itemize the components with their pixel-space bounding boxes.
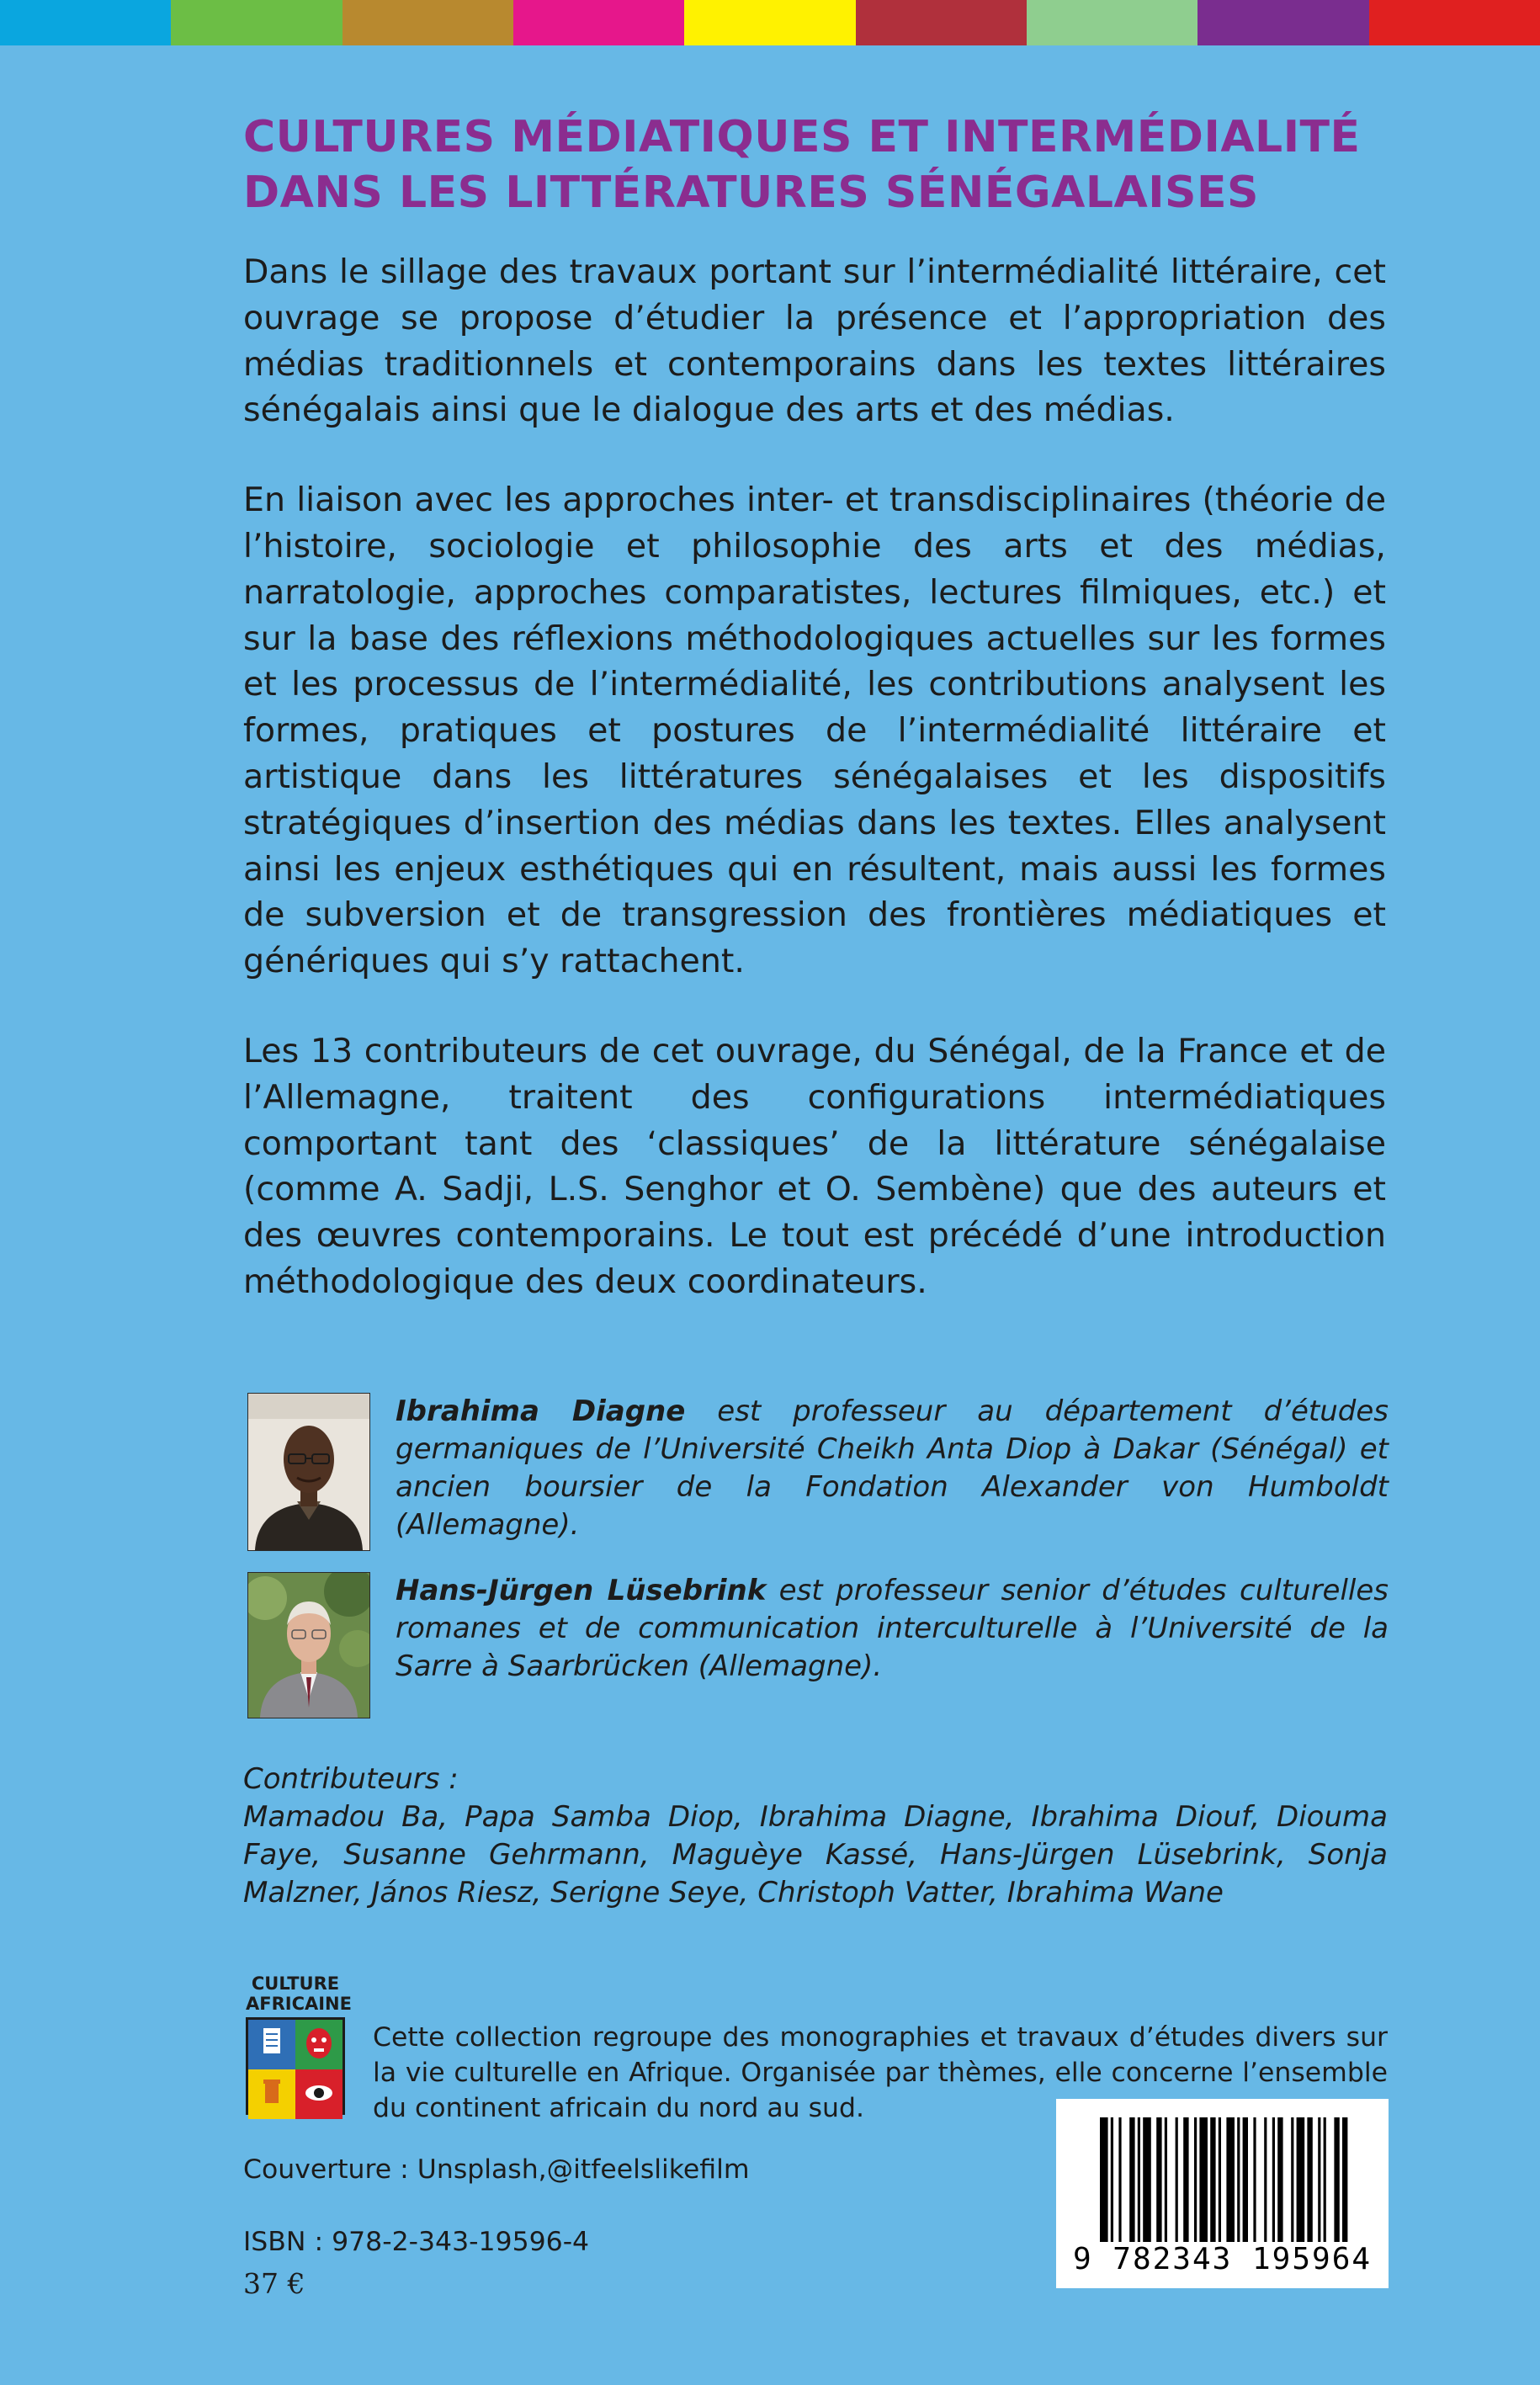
- series-logo-tile-red: [295, 2069, 343, 2119]
- barcode-bar: [1199, 2117, 1208, 2242]
- barcode-bar: [1291, 2117, 1293, 2242]
- color-stripe-bar: [0, 0, 1540, 45]
- author-photo-diagne: [247, 1393, 370, 1551]
- author-bio-text-diagne: est professeur au département d’études germaniques de l’Université Cheikh Anta Diop à Dakar (Sénégal) et ancien boursier de la Fondation Alexander von Humboldt (Allemagne).: [396, 1394, 1389, 1542]
- barcode-bar: [1226, 2117, 1235, 2242]
- cover-credit: Couverture : Unsplash,@itfeelslikefilm: [243, 2154, 750, 2185]
- barcode-bar: [1143, 2117, 1151, 2242]
- series-label: [246, 1973, 352, 2014]
- author-bio-text-lusebrink: est professeur senior d’études culturelles romanes et de communication interculturelle à l’Université de la Sarre à Saarbrücken (Allemagne).: [396, 1574, 1389, 1683]
- price: 37 €: [243, 2267, 305, 2300]
- series-label-line-1: CULTURE: [251, 1973, 340, 1994]
- barcode-bar: [1237, 2117, 1240, 2242]
- color-stripe: [1027, 0, 1197, 45]
- series-logo-tile-blue: [248, 2020, 295, 2069]
- barcode-bar: [1307, 2117, 1312, 2242]
- barcode-bar: [1264, 2117, 1267, 2242]
- title-line-2: DANS LES LITTÉRATURES SÉNÉGALAISES: [243, 167, 1259, 218]
- color-stripe: [513, 0, 684, 45]
- barcode-bar: [1138, 2117, 1140, 2242]
- barcode-digits: 9 782343 195964: [1072, 2242, 1373, 2276]
- barcode-bar: [1318, 2117, 1320, 2242]
- barcode-bar: [1165, 2117, 1167, 2242]
- barcode-bar: [1210, 2117, 1215, 2242]
- barcode-bar: [1118, 2117, 1121, 2242]
- barcode-bar: [1253, 2117, 1256, 2242]
- summary-text: [243, 249, 1386, 1349]
- contributors-names: Mamadou Ba, Papa Samba Diop, Ibrahima Diagne, Ibrahima Diouf, Diouma Faye, Susanne Gehrmann, Maguèye Kassé, Hans-Jürgen Lüsebrink, Sonja Malzner, János Riesz, Serigne Seye, Christoph Vatter, Ibrahima Wane: [243, 1800, 1388, 1910]
- summary-paragraph-2: En liaison avec les approches inter- et transdisciplinaires (théorie de l’histoire, sociologie et philosophie des arts et des médias, narratologie, approches comparatistes, lectures filmiques, etc.) et sur la base des réflexions méthodologiques actuelles sur les formes et les processus de l’intermédialité, les contributions analysent les formes, pratiques et postures de l’intermédialité littéraire et artistique dans les littératures sénégalaises et les dispositifs stratégiques d’insertion des médias dans les textes. Elles analysent ainsi les enjeux esthétiques qui en résultent, mais aussi les formes de subversion et de transgression des frontières médiatiques et génériques qui s’y rattachent.: [243, 481, 1386, 981]
- barcode-bar: [1342, 2117, 1347, 2242]
- barcode-bar: [1176, 2117, 1178, 2242]
- series-logo-tile-green: [295, 2020, 343, 2069]
- author-photo-lusebrink: [247, 1572, 370, 1718]
- color-stripe: [856, 0, 1027, 45]
- title-line-1: CULTURES MÉDIATIQUES ET INTERMÉDIALITÉ: [243, 112, 1361, 162]
- barcode-bar: [1183, 2117, 1188, 2242]
- barcode-bar: [1334, 2117, 1339, 2242]
- barcode-bar: [1219, 2117, 1221, 2242]
- isbn: ISBN : 978-2-343-19596-4: [243, 2227, 590, 2257]
- barcode-bar: [1277, 2117, 1282, 2242]
- color-stripe: [171, 0, 342, 45]
- color-stripe: [1197, 0, 1368, 45]
- series-logo-tile-yellow: [248, 2069, 295, 2119]
- barcode-bar: [1272, 2117, 1275, 2242]
- series-description: Cette collection regroupe des monographies et travaux d’études divers sur la vie culturelle en Afrique. Organisée par thèmes, elle concerne l’ensemble du continent africain du nord au sud.: [373, 2022, 1388, 2123]
- barcode-bar: [1100, 2117, 1108, 2242]
- author-name-lusebrink: Hans-Jürgen Lüsebrink: [396, 1574, 767, 1607]
- series-label-line-2: AFRICAINE: [246, 1994, 352, 2014]
- summary-paragraph-3: Les 13 contributeurs de cet ouvrage, du Sénégal, de la France et de l’Allemagne, traitent des configurations intermédiatiques comportant tant des ‘classiques’ de la littérature sénégalaise (comme A. Sadji, L.S. Senghor et O. Sembène) que des auteurs et des œuvres contemporains. Le tout est précédé d’une introduction méthodologique des deux coordinateurs.: [243, 1031, 1386, 1301]
- contributors-label: Contributeurs :: [243, 1762, 459, 1796]
- book-title: [243, 109, 1388, 220]
- barcode: [1056, 2099, 1389, 2288]
- barcode-bar: [1194, 2117, 1197, 2242]
- series-logo: [246, 1973, 352, 2115]
- barcode-bar: [1156, 2117, 1161, 2242]
- contributors-block: [243, 1761, 1388, 1912]
- color-stripe: [684, 0, 855, 45]
- color-stripe: [1369, 0, 1540, 45]
- author-bio-diagne: [396, 1393, 1389, 1544]
- color-stripe: [343, 0, 513, 45]
- author-bio-lusebrink: [396, 1572, 1389, 1686]
- barcode-bar: [1243, 2117, 1248, 2242]
- barcode-bar: [1324, 2117, 1326, 2242]
- series-logo-grid: [246, 2017, 345, 2115]
- barcode-bar: [1297, 2117, 1305, 2242]
- barcode-bar: [1111, 2117, 1113, 2242]
- author-name-diagne: Ibrahima Diagne: [396, 1394, 686, 1428]
- summary-paragraph-1: Dans le sillage des travaux portant sur l’intermédialité littéraire, cet ouvrage se propose d’étudier la présence et l’appropriation des médias traditionnels et contemporains dans les textes littéraires sénégalais ainsi que le dialogue des arts et des médias.: [243, 252, 1386, 430]
- color-stripe: [0, 0, 171, 45]
- barcode-bar: [1129, 2117, 1134, 2242]
